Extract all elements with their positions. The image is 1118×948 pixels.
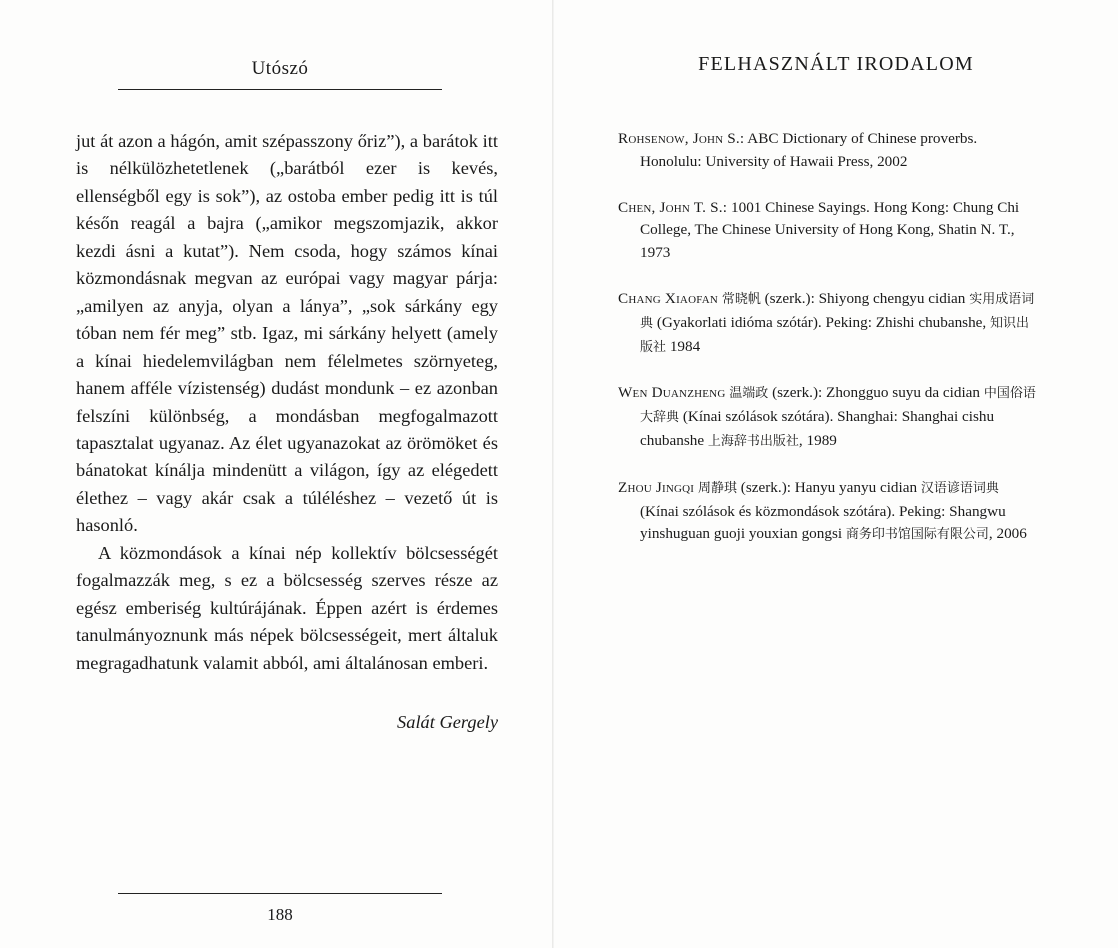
paragraph-1: jut át azon a hágón, amit szépasszony őriz”), a barátok itt is nélkülözhetetlenek („barátból ezer is kevés, ellenségből egy is sok”), az ostoba ember pedig itt is túl későn reagál a bajra („amikor megszomjazik, akkor kezdi ásni a kutat”). Nem csoda, hogy számos kínai közmondásnak megvan az európai vagy magyar párja: „amilyen az anyja, olyan a lánya”, „sok sárkány egy tóban nem fér meg” stb. Igaz, mi sárkány helyett (amely a kínai hiedelemvilágban nem félelmetes szörnyeteg, hanem afféle vízistenség) dudást mondunk – ez azonban felszíni különbség, a mondásban megfogalmazott tapasztalat ugyanaz. Az élet ugyanazokat az örömöket és bánatokat kínálja mindenütt a világon, így az elégedett élethez – vagy akár csak a túléléshez – vezető út is hasonló. — [76, 131, 498, 536]
reference-text: (Kínai szólások és közmondások szótára). Peking: Shangwu yinshuguan guoji youxian gongsi — [640, 502, 1006, 543]
reference-text: ABC Dictionary of Chinese proverbs. Honolulu: University of Hawaii Press, 2002 — [640, 130, 978, 170]
reference-cjk-publisher: 知识出版社 — [640, 315, 1030, 355]
reference-item — [618, 477, 1038, 547]
afterword-body — [76, 128, 498, 677]
reference-cjk-title: 实用成语词典 — [640, 291, 1035, 331]
reference-text: (szerk.): Zhongguo suyu da cidian — [772, 384, 981, 402]
header-rule — [118, 89, 442, 90]
reference-year: , 2006 — [988, 525, 1027, 543]
paragraph-2: A közmondások a kínai nép kollektív bölcsességét fogalmazzák meg, s ez a bölcsesség szerves része az egész emberiség kultúrájának. Éppen azért is érdemes tanulmányoznunk más népek bölcsességeit, mert általuk megragadhatunk valamit abból, ami általánosan emberi. — [76, 542, 498, 673]
running-head: Utószó — [251, 58, 309, 79]
reference-text: (szerk.): Shiyong chengyu cidian — [764, 289, 966, 307]
left-page — [0, 0, 552, 948]
footer-rule — [118, 893, 442, 894]
reference-author: Wen Duanzheng — [618, 384, 726, 402]
reference-cjk-title: 汉语谚语词典 — [920, 480, 999, 496]
reference-text: 1001 Chinese Sayings. Hong Kong: Chung Chi College, The Chinese University of Hong Kong, Shatin N. T., 1973 — [640, 198, 1020, 262]
reference-text: (Kínai szólások szótára). Shanghai: Shanghai cishu chubanshe — [640, 408, 995, 449]
reference-item — [618, 382, 1038, 453]
author-signature: Salát Gergely — [397, 712, 498, 732]
reference-year: , 1989 — [798, 431, 837, 449]
page-number: 188 — [267, 905, 293, 924]
section-title: FELHASZNÁLT IRODALOM — [698, 53, 974, 75]
reference-author: Rohsenow, John S.: — [618, 130, 745, 147]
reference-author: Zhou Jingqi — [618, 478, 695, 496]
reference-year: 1984 — [669, 337, 701, 355]
reference-author: Chen, John T. S.: — [618, 198, 728, 216]
reference-item — [618, 197, 1038, 265]
reference-cjk-title: 中国俗语大辞典 — [640, 386, 1036, 426]
reference-author: Chang Xiaofan — [618, 289, 719, 307]
reference-cjk-publisher: 商务印书馆国际有限公司 — [845, 527, 989, 543]
reference-text: (szerk.): Hanyu yanyu cidian — [740, 478, 918, 496]
right-page — [554, 0, 1118, 948]
reference-cjk-name: 常晓帆 — [721, 291, 761, 307]
reference-cjk-name: 周静琪 — [697, 480, 737, 496]
reference-item — [618, 288, 1038, 359]
reference-item — [618, 128, 1038, 174]
reference-cjk-publisher: 上海辞书出版社 — [707, 433, 799, 449]
reference-list — [618, 128, 1038, 570]
reference-text: (Gyakorlati idióma szótár). Peking: Zhishi chubanshe, — [656, 313, 987, 331]
reference-cjk-name: 温端政 — [729, 386, 769, 402]
